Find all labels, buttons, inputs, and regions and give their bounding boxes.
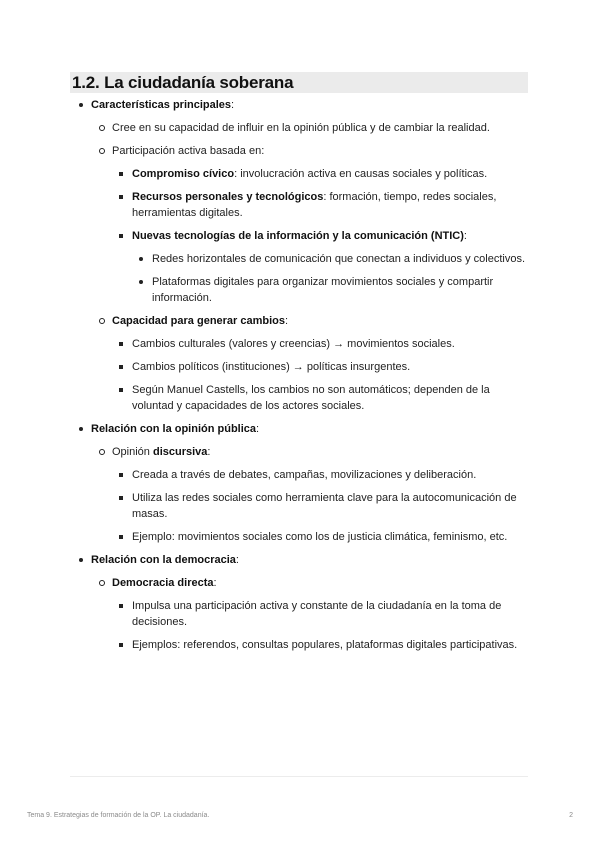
list-item <box>118 228 530 306</box>
item-rest: : formación, tiempo, redes sociales, herramientas digitales. <box>132 191 497 219</box>
sublist <box>118 467 530 545</box>
sublist <box>118 598 530 653</box>
item-text <box>91 97 530 113</box>
list-item <box>118 598 530 630</box>
footer-title: Tema 9. Estrategias de formación de la OP. La ciudadanía. <box>27 812 210 819</box>
list-item <box>118 529 530 545</box>
item-text: Cree en su capacidad de influir en la opinión pública y de cambiar la realidad. <box>112 122 490 134</box>
list-item <box>118 359 530 375</box>
item-text <box>112 575 530 591</box>
list-item <box>118 490 530 522</box>
list-item <box>138 251 530 267</box>
list-item <box>138 274 530 306</box>
item-text <box>91 421 530 437</box>
item-label: Recursos personales y tecnológicos <box>132 191 324 203</box>
list-item <box>118 336 530 352</box>
list-item-opinion-publica <box>78 421 530 545</box>
list-item-democracia <box>78 552 530 653</box>
item-prefix: Opinión <box>112 446 153 458</box>
item-text: Plataformas digitales para organizar movimientos sociales y compartir información. <box>152 276 494 304</box>
item-text: Participación activa basada en: <box>112 145 265 157</box>
item-label: Compromiso cívico <box>132 168 235 180</box>
item-text: Creada a través de debates, campañas, movilizaciones y deliberación. <box>132 469 477 481</box>
section-heading <box>70 72 528 93</box>
list-item-caracteristicas <box>78 97 530 414</box>
list-item <box>118 166 530 182</box>
item-text <box>91 552 530 568</box>
page-footer <box>27 811 573 821</box>
item-label: Relación con la opinión pública <box>91 423 257 435</box>
section-title: 1.2. La ciudadanía soberana <box>72 73 294 92</box>
list-item <box>118 189 530 221</box>
item-text <box>132 189 530 221</box>
item-rest: : <box>207 446 211 458</box>
list-item <box>98 313 530 414</box>
item-text <box>132 228 530 244</box>
item-label: Características principales <box>91 99 232 111</box>
sublist <box>138 251 530 306</box>
item-text: Ejemplos: referendos, consultas populares, plataformas digitales participativas. <box>132 639 518 651</box>
item-rest: : <box>285 315 289 327</box>
item-suffix: : <box>235 554 239 566</box>
list-item <box>118 467 530 483</box>
item-label: Democracia directa <box>112 577 214 589</box>
item-label: Capacidad para generar cambios <box>112 315 286 327</box>
list-item <box>98 575 530 653</box>
sublist <box>118 336 530 414</box>
footer-divider <box>70 776 528 777</box>
item-text: Cambios culturales (valores y creencias) → movimientos sociales. <box>132 338 455 350</box>
item-text: Según Manuel Castells, los cambios no son automáticos; dependen de la voluntad y capacidades de los actores sociales. <box>132 384 490 412</box>
sublist <box>118 166 530 306</box>
page-number: 2 <box>569 812 573 819</box>
item-label: discursiva <box>152 446 208 458</box>
item-text: Impulsa una participación activa y constante de la ciudadanía en la toma de decisiones. <box>132 600 502 628</box>
item-text <box>132 166 530 182</box>
item-text: Cambios políticos (instituciones) → políticas insurgentes. <box>132 361 411 373</box>
list-item <box>98 120 530 136</box>
list-item <box>118 382 530 414</box>
sublist <box>98 575 530 653</box>
sublist <box>98 120 530 414</box>
item-rest: : involucración activa en causas sociales y políticas. <box>234 168 488 180</box>
main-list <box>78 97 530 653</box>
item-rest: : <box>213 577 217 589</box>
item-suffix: : <box>231 99 235 111</box>
item-text: Ejemplo: movimientos sociales como los de justicia climática, feminismo, etc. <box>132 531 508 543</box>
item-rest: : <box>463 230 467 242</box>
item-suffix: : <box>256 423 260 435</box>
list-item <box>98 143 530 306</box>
sublist <box>98 444 530 545</box>
content-body <box>78 97 530 660</box>
item-text <box>112 313 530 329</box>
list-item <box>98 444 530 545</box>
item-text: Redes horizontales de comunicación que conectan a individuos y colectivos. <box>152 253 525 265</box>
item-label: Nuevas tecnologías de la información y la comunicación (NTIC) <box>132 230 464 242</box>
item-text: Utiliza las redes sociales como herramienta clave para la autocomunicación de masas. <box>132 492 517 520</box>
item-text <box>112 444 530 460</box>
list-item <box>118 637 530 653</box>
item-label: Relación con la democracia <box>91 554 236 566</box>
